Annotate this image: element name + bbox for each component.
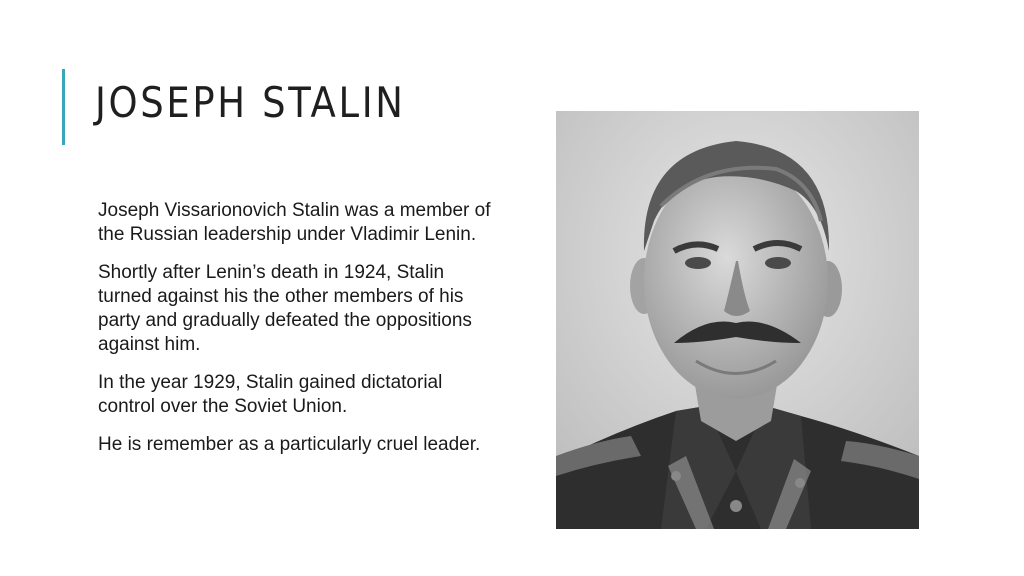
body-paragraph-4: He is remember as a particularly cruel leader. <box>98 434 481 455</box>
portrait-photo <box>556 111 919 529</box>
title-accent-bar <box>62 69 65 145</box>
body-paragraph-3: In the year 1929, Stalin gained dictatorial control over the Soviet Union. <box>98 372 443 417</box>
slide-title: JOSEPH STALIN <box>95 78 406 127</box>
slide-body <box>98 199 498 471</box>
body-paragraph-2: Shortly after Lenin’s death in 1924, Stalin turned against his the other members of his party and gradually defeated the oppositions against him. <box>98 262 472 355</box>
portrait-illustration <box>556 111 919 529</box>
body-paragraph-1: Joseph Vissarionovich Stalin was a member of the Russian leadership under Vladimir Lenin. <box>98 200 491 245</box>
